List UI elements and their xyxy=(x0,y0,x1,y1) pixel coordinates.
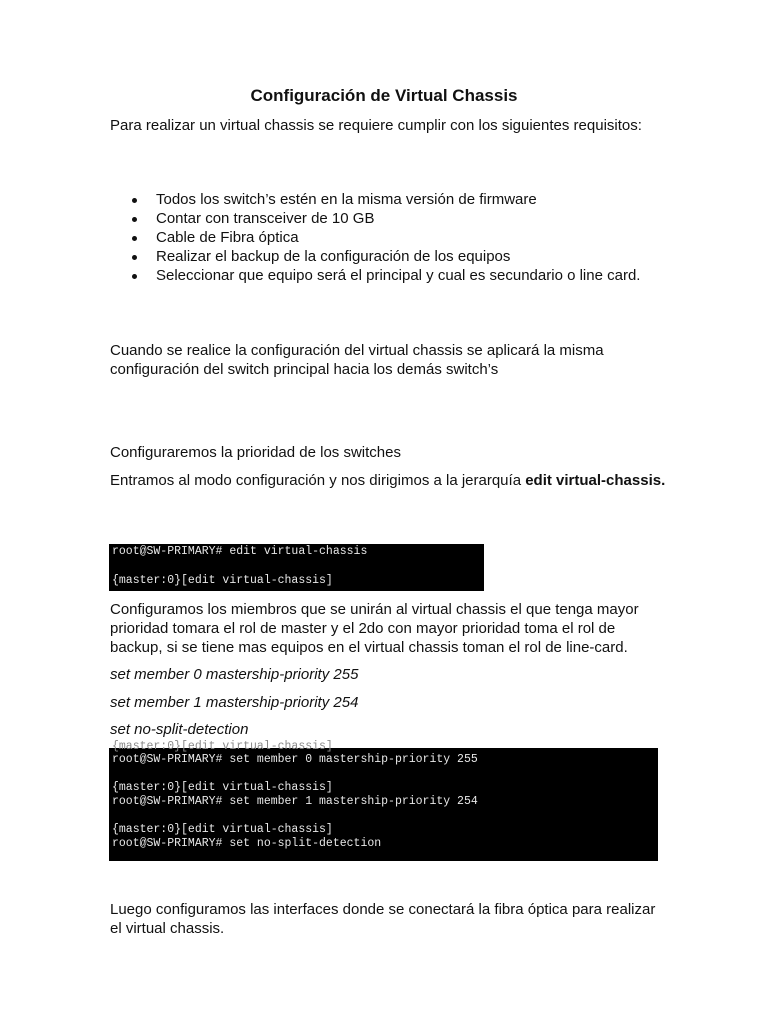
command-member-0: set member 0 mastership-priority 255 xyxy=(110,666,359,683)
requirement-item xyxy=(110,190,670,209)
intro-paragraph: Para realizar un virtual chassis se requiere cumplir con los siguientes requisitos: xyxy=(110,117,642,134)
terminal-line: root@SW-PRIMARY# set no-split-detection xyxy=(112,837,382,850)
terminal-line: {master:0}[edit virtual-chassis] xyxy=(112,823,333,836)
terminal-line: root@SW-PRIMARY# edit virtual-chassis xyxy=(112,545,368,558)
requirement-text: Contar con transceiver de 10 GB xyxy=(156,210,375,227)
bullet-icon xyxy=(132,274,137,279)
document-title: Configuración de Virtual Chassis xyxy=(250,86,518,105)
terminal-line: {master:0}[edit virtual-chassis] xyxy=(112,574,333,587)
bullet-icon xyxy=(132,217,137,222)
bullet-icon xyxy=(132,255,137,260)
enter-config-paragraph xyxy=(110,471,670,490)
command-member-1: set member 1 mastership-priority 254 xyxy=(110,694,359,711)
requirements-list xyxy=(110,190,670,285)
terminal-line: root@SW-PRIMARY# set member 1 mastership-priority 254 xyxy=(112,795,478,808)
requirement-text: Cable de Fibra óptica xyxy=(156,229,299,246)
bullet-icon xyxy=(132,236,137,241)
requirement-item xyxy=(110,228,670,247)
config-note-paragraph: Cuando se realice la configuración del virtual chassis se aplicará la misma configuración del switch principal hacia los demás switch’s xyxy=(110,342,604,378)
terminal-line: root@SW-PRIMARY# set member 0 mastership-priority 255 xyxy=(112,753,478,766)
requirement-text: Todos los switch’s estén en la misma versión de firmware xyxy=(156,191,537,208)
section-priority-heading: Configuraremos la prioridad de los switches xyxy=(110,444,401,461)
command-no-split-detection: set no-split-detection xyxy=(110,721,249,738)
bullet-icon xyxy=(132,198,137,203)
requirement-item xyxy=(110,209,670,228)
requirement-item xyxy=(110,266,670,285)
enter-config-text: Entramos al modo configuración y nos dirigimos a la jerarquía xyxy=(110,472,526,489)
terminal-screenshot-edit xyxy=(109,544,484,591)
terminal-line: {master:0}[edit virtual-chassis] xyxy=(112,740,333,753)
members-paragraph: Configuramos los miembros que se unirán al virtual chassis el que tenga mayor prioridad tomara el rol de master y el 2do con mayor prioridad toma el rol de backup, si se tiene mas equipos en el virtual chassis toman el rol de line-card. xyxy=(110,601,639,656)
terminal-line: {master:0}[edit virtual-chassis] xyxy=(112,781,333,794)
interfaces-paragraph: Luego configuramos las interfaces donde se conectará la fibra óptica para realizar el virtual chassis. xyxy=(110,901,656,937)
requirement-text: Realizar el backup de la configuración de los equipos xyxy=(156,248,511,265)
requirement-item xyxy=(110,247,670,266)
requirement-text: Seleccionar que equipo será el principal y cual es secundario o line card. xyxy=(156,267,641,284)
edit-virtual-chassis-keyword: edit virtual-chassis. xyxy=(525,472,666,489)
terminal-screenshot-priority xyxy=(109,740,658,861)
